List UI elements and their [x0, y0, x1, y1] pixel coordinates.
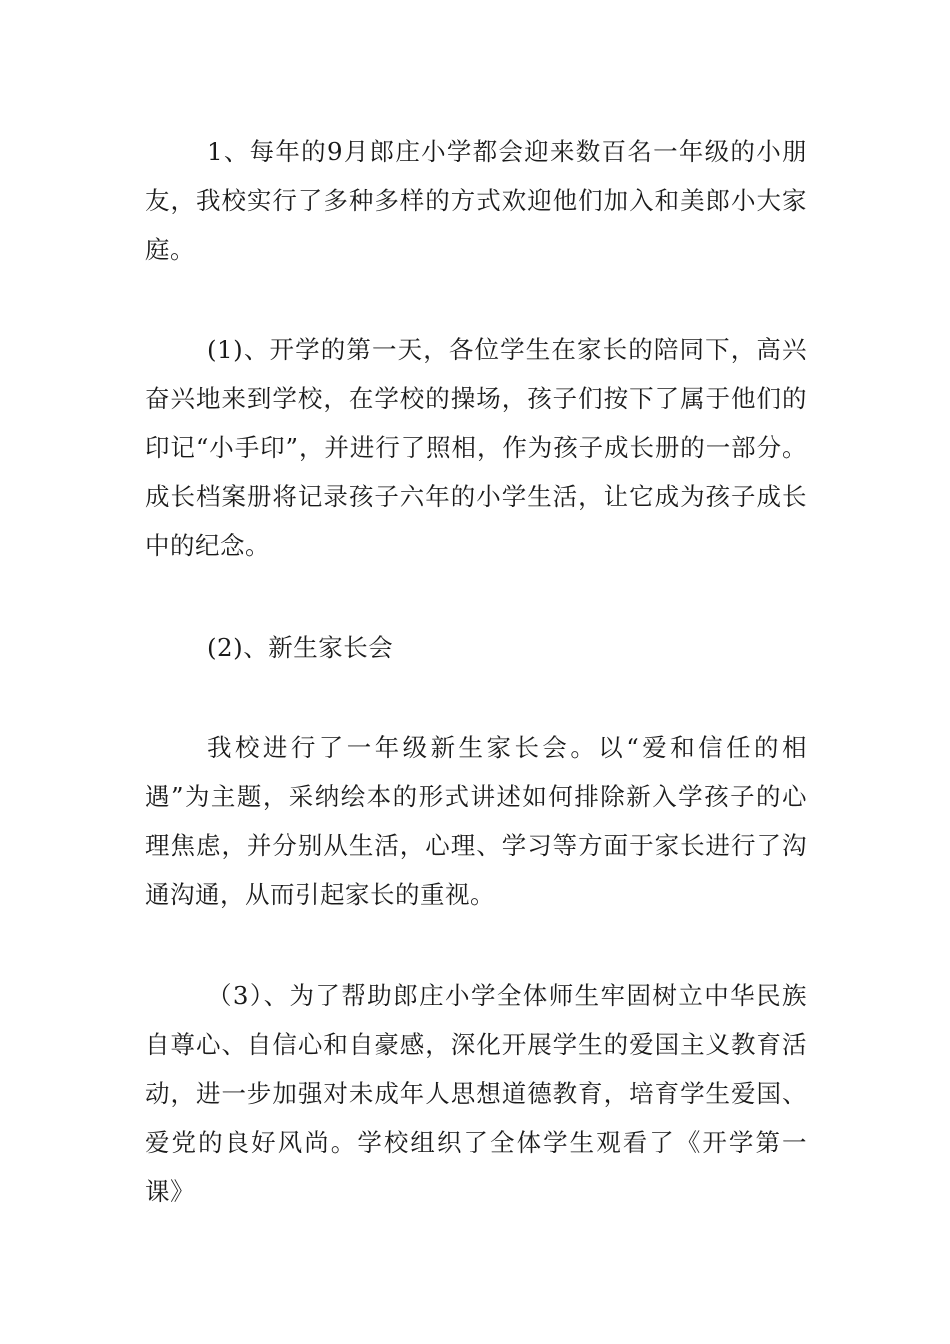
heading-parent-meeting: (2)、新生家长会: [207, 633, 394, 662]
paragraph-parent-meeting: 我校进行了一年级新生家长会。以“爱和信任的相遇”为主题，采纳绘本的形式讲述如何排除新入学孩子的心理焦虑，并分别从生活，心理、学习等方面于家长进行了沟通沟通，从而引起家长的重视。: [145, 733, 807, 909]
paragraph-first-day: (1)、开学的第一天，各位学生在家长的陪同下，高兴奋兴地来到学校，在学校的操场，孩子们按下了属于他们的印记“小手印”，并进行了照相，作为孩子成长册的一部分。成长档案册将记录孩子六年的小学生活，让它成为孩子成长中的纪念。: [145, 335, 807, 560]
paragraph-welcome-first-graders: 1、每年的9月郎庄小学都会迎来数百名一年级的小朋友，我校实行了多种多样的方式欢迎他们加入和美郎小大家庭。: [145, 137, 807, 264]
paragraph-patriotic-education: （3）、为了帮助郎庄小学全体师生牢固树立中华民族自尊心、自信心和自豪感，深化开展学生的爱国主义教育活动，进一步加强对未成年人思想道德教育，培育学生爱国、爱党的良好风尚。学校组织了全体学生观看了《开学第一课》: [145, 981, 807, 1206]
